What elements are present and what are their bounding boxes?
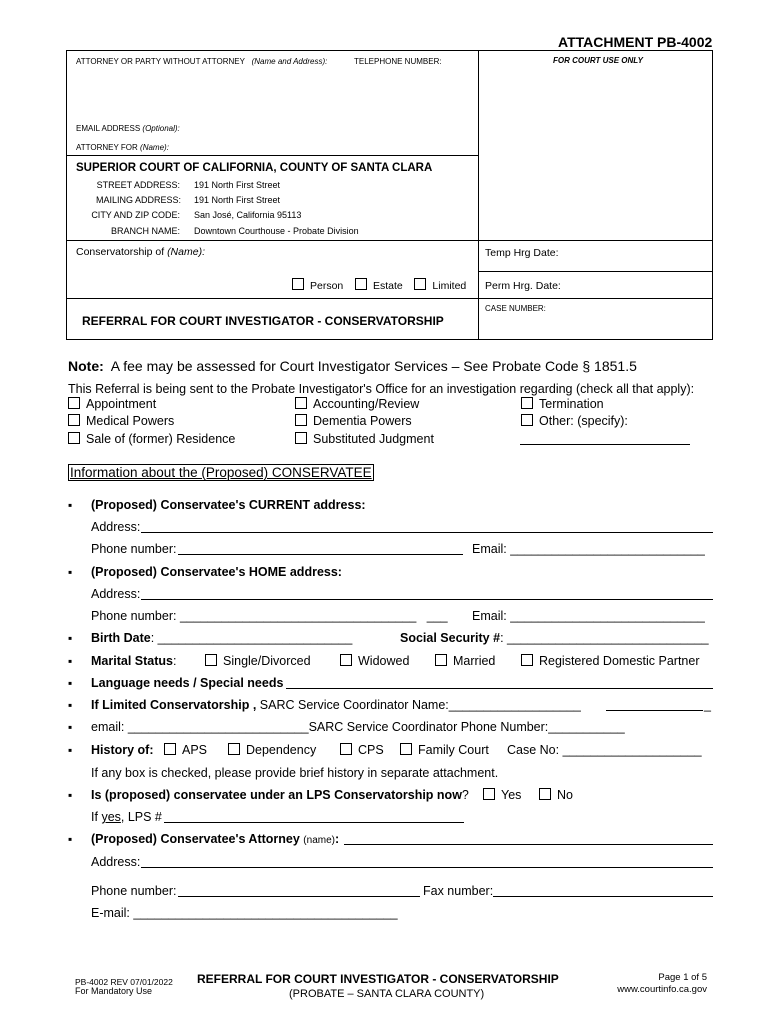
attorney-title: (Proposed) Conservatee's Attorney (name): [91,832,340,846]
current-address-field[interactable] [141,532,713,533]
home-address-field[interactable] [141,599,713,600]
footer-form-number: PB-4002 REV 07/01/2022 [75,977,173,987]
lps-yes-checkbox[interactable] [483,788,495,800]
medical-powers-checkbox[interactable] [68,414,80,426]
single-checkbox[interactable] [205,654,217,666]
city-value: San José, California 95113 [194,210,302,220]
lps-question: Is (proposed) conservatee under an LPS Conservatorship now? [91,788,469,802]
home-email-label[interactable]: Email: ____________________________ [472,609,705,623]
section-title: Information about the (Proposed) CONSERVATEE [70,465,372,480]
bullet-icon: ▪ [68,654,73,668]
limited-label: Limited [432,280,467,292]
type-checkboxes [292,278,466,292]
attachment-title: ATTACHMENT PB-4002 [558,34,713,50]
attorney-label: ATTORNEY OR PARTY WITHOUT ATTORNEY (Name and Address): [76,57,328,66]
conservatorship-divider [66,240,713,241]
current-phone-label: Phone number: [91,542,177,556]
attorney-address-field[interactable] [141,867,713,868]
attorney-name-address-field[interactable] [72,68,472,120]
estate-checkbox[interactable] [355,278,367,290]
mailing-value: 191 North First Street [194,195,281,205]
bullet-icon: ▪ [68,788,73,802]
home-phone-label[interactable]: Phone number: __________________________________ ___ [91,609,448,623]
sale-residence-checkbox[interactable] [68,432,80,444]
dementia-checkbox[interactable] [295,414,307,426]
lps-no-option: No [539,788,573,802]
bullet-icon: ▪ [68,743,73,757]
appointment-option: Appointment [68,397,156,411]
case-number-label: CASE NUMBER: [485,304,546,313]
lps-yes-option: Yes [483,788,521,802]
history-label: History of: [91,743,154,757]
cps-option: CPS [340,743,384,757]
sarc-name-line [606,710,703,711]
sale-residence-option: Sale of (former) Residence [68,432,235,446]
attorney-fax-label: Fax number: [423,884,494,898]
branch-label: BRANCH NAME: [110,226,180,236]
domestic-option: Registered Domestic Partner [521,654,699,668]
single-option: Single/Divorced [205,654,311,668]
street-value: 191 North First Street [194,180,281,190]
footer-page: Page 1 of 5 [658,972,707,983]
bullet-icon: ▪ [68,698,73,712]
footer-mandatory: For Mandatory Use [75,986,153,996]
lps-no-checkbox[interactable] [539,788,551,800]
termination-checkbox[interactable] [521,397,533,409]
lps-number-field[interactable] [164,822,464,823]
estate-label: Estate [372,280,403,292]
attorney-name-field[interactable] [344,844,713,845]
appointment-checkbox[interactable] [68,397,80,409]
attorney-fax-field[interactable] [493,896,713,897]
title-divider [66,298,713,299]
telephone-label: TELEPHONE NUMBER: [354,57,442,66]
married-checkbox[interactable] [435,654,447,666]
attorney-for-label: ATTORNEY FOR (Name): [76,143,169,152]
case-no-field[interactable]: Case No: ____________________ [507,743,702,757]
court-info-divider [66,155,478,156]
cps-checkbox[interactable] [340,743,352,755]
aps-option: APS [164,743,207,757]
home-address-label: Address: [91,587,141,601]
referral-intro: This Referral is being sent to the Probate Investigator's Office for an investigation regarding (check all that apply): [68,382,695,396]
dependency-checkbox[interactable] [228,743,240,755]
ssn-field[interactable]: Social Security #: _____________________________ [400,631,709,645]
court-name: SUPERIOR COURT OF CALIFORNIA, COUNTY OF SANTA CLARA [76,162,433,174]
bullet-icon: ▪ [68,498,73,512]
conservatorship-label: Conservatorship of (Name): [76,246,205,258]
mailing-label: MAILING ADDRESS: [96,195,182,205]
sarc-name-field[interactable]: If Limited Conservatorship , SARC Service Coordinator Name:___________________ [91,698,581,712]
dementia-option: Dementia Powers [295,414,412,428]
domestic-checkbox[interactable] [521,654,533,666]
birth-date-field[interactable]: Birth Date: ____________________________ [91,631,353,645]
current-address-title: (Proposed) Conservatee's CURRENT address: [91,498,366,512]
bullet-icon: ▪ [68,565,73,579]
marital-label: Marital Status: [91,654,177,668]
street-label: STREET ADDRESS: [96,180,180,190]
dependency-option: Dependency [228,743,316,757]
medical-powers-option: Medical Powers [68,414,174,428]
home-address-title: (Proposed) Conservatee's HOME address: [91,565,342,579]
married-option: Married [435,654,495,668]
sarc-email-field[interactable]: email: __________________________SARC Service Coordinator Phone Number:___________ [91,720,625,734]
language-label: Language needs / Special needs [91,676,284,690]
widowed-option: Widowed [340,654,409,668]
attorney-phone-field[interactable] [178,896,420,897]
lps-number-label: If yes, LPS # [91,810,162,824]
attorney-phone-label: Phone number: [91,884,177,898]
person-label: Person [310,280,344,292]
email-address-label: EMAIL ADDRESS (Optional): [76,124,180,133]
hrg-divider [478,271,713,272]
other-specify-field[interactable] [520,444,690,445]
bullet-icon: ▪ [68,676,73,690]
other-option: Other: (specify): [521,414,628,428]
footer-website[interactable]: www.courtinfo.ca.gov [617,984,707,995]
court-use-label: FOR COURT USE ONLY [553,56,643,65]
perm-hrg-label: Perm Hrg. Date: [485,280,561,292]
bullet-icon: ▪ [68,720,73,734]
family-court-option: Family Court [400,743,489,757]
header-divider [478,50,479,340]
widowed-checkbox[interactable] [340,654,352,666]
current-email-label[interactable]: Email: ____________________________ [472,542,705,556]
limited-checkbox[interactable] [414,278,426,290]
termination-option: Termination [521,397,604,411]
footer-subtitle: (PROBATE – SANTA CLARA COUNTY) [289,988,485,1000]
footer-title: REFERRAL FOR COURT INVESTIGATOR - CONSERVATORSHIP [197,972,559,986]
branch-value: Downtown Courthouse - Probate Division [194,226,359,236]
fee-note: Note: A fee may be assessed for Court Investigator Services – See Probate Code § 1851.5 [68,358,637,374]
language-field[interactable] [286,688,713,689]
accounting-option: Accounting/Review [295,397,419,411]
form-title: REFERRAL FOR COURT INVESTIGATOR - CONSERVATORSHIP [82,314,444,328]
other-checkbox[interactable] [521,414,533,426]
accounting-checkbox[interactable] [295,397,307,409]
temp-hrg-label: Temp Hrg Date: [485,247,559,259]
bullet-icon: ▪ [68,631,73,645]
person-checkbox[interactable] [292,278,304,290]
attorney-address-label: Address: [91,855,141,869]
sarc-tail: _ [704,698,711,712]
current-phone-field[interactable] [178,554,463,555]
substituted-option: Substituted Judgment [295,432,434,446]
family-court-checkbox[interactable] [400,743,412,755]
attorney-email-field[interactable]: E-mail: ______________________________________ [91,906,398,920]
history-note: If any box is checked, please provide brief history in separate attachment. [91,766,499,780]
city-label: CITY AND ZIP CODE: [91,210,180,220]
aps-checkbox[interactable] [164,743,176,755]
current-address-label: Address: [91,520,141,534]
substituted-checkbox[interactable] [295,432,307,444]
bullet-icon: ▪ [68,832,73,846]
